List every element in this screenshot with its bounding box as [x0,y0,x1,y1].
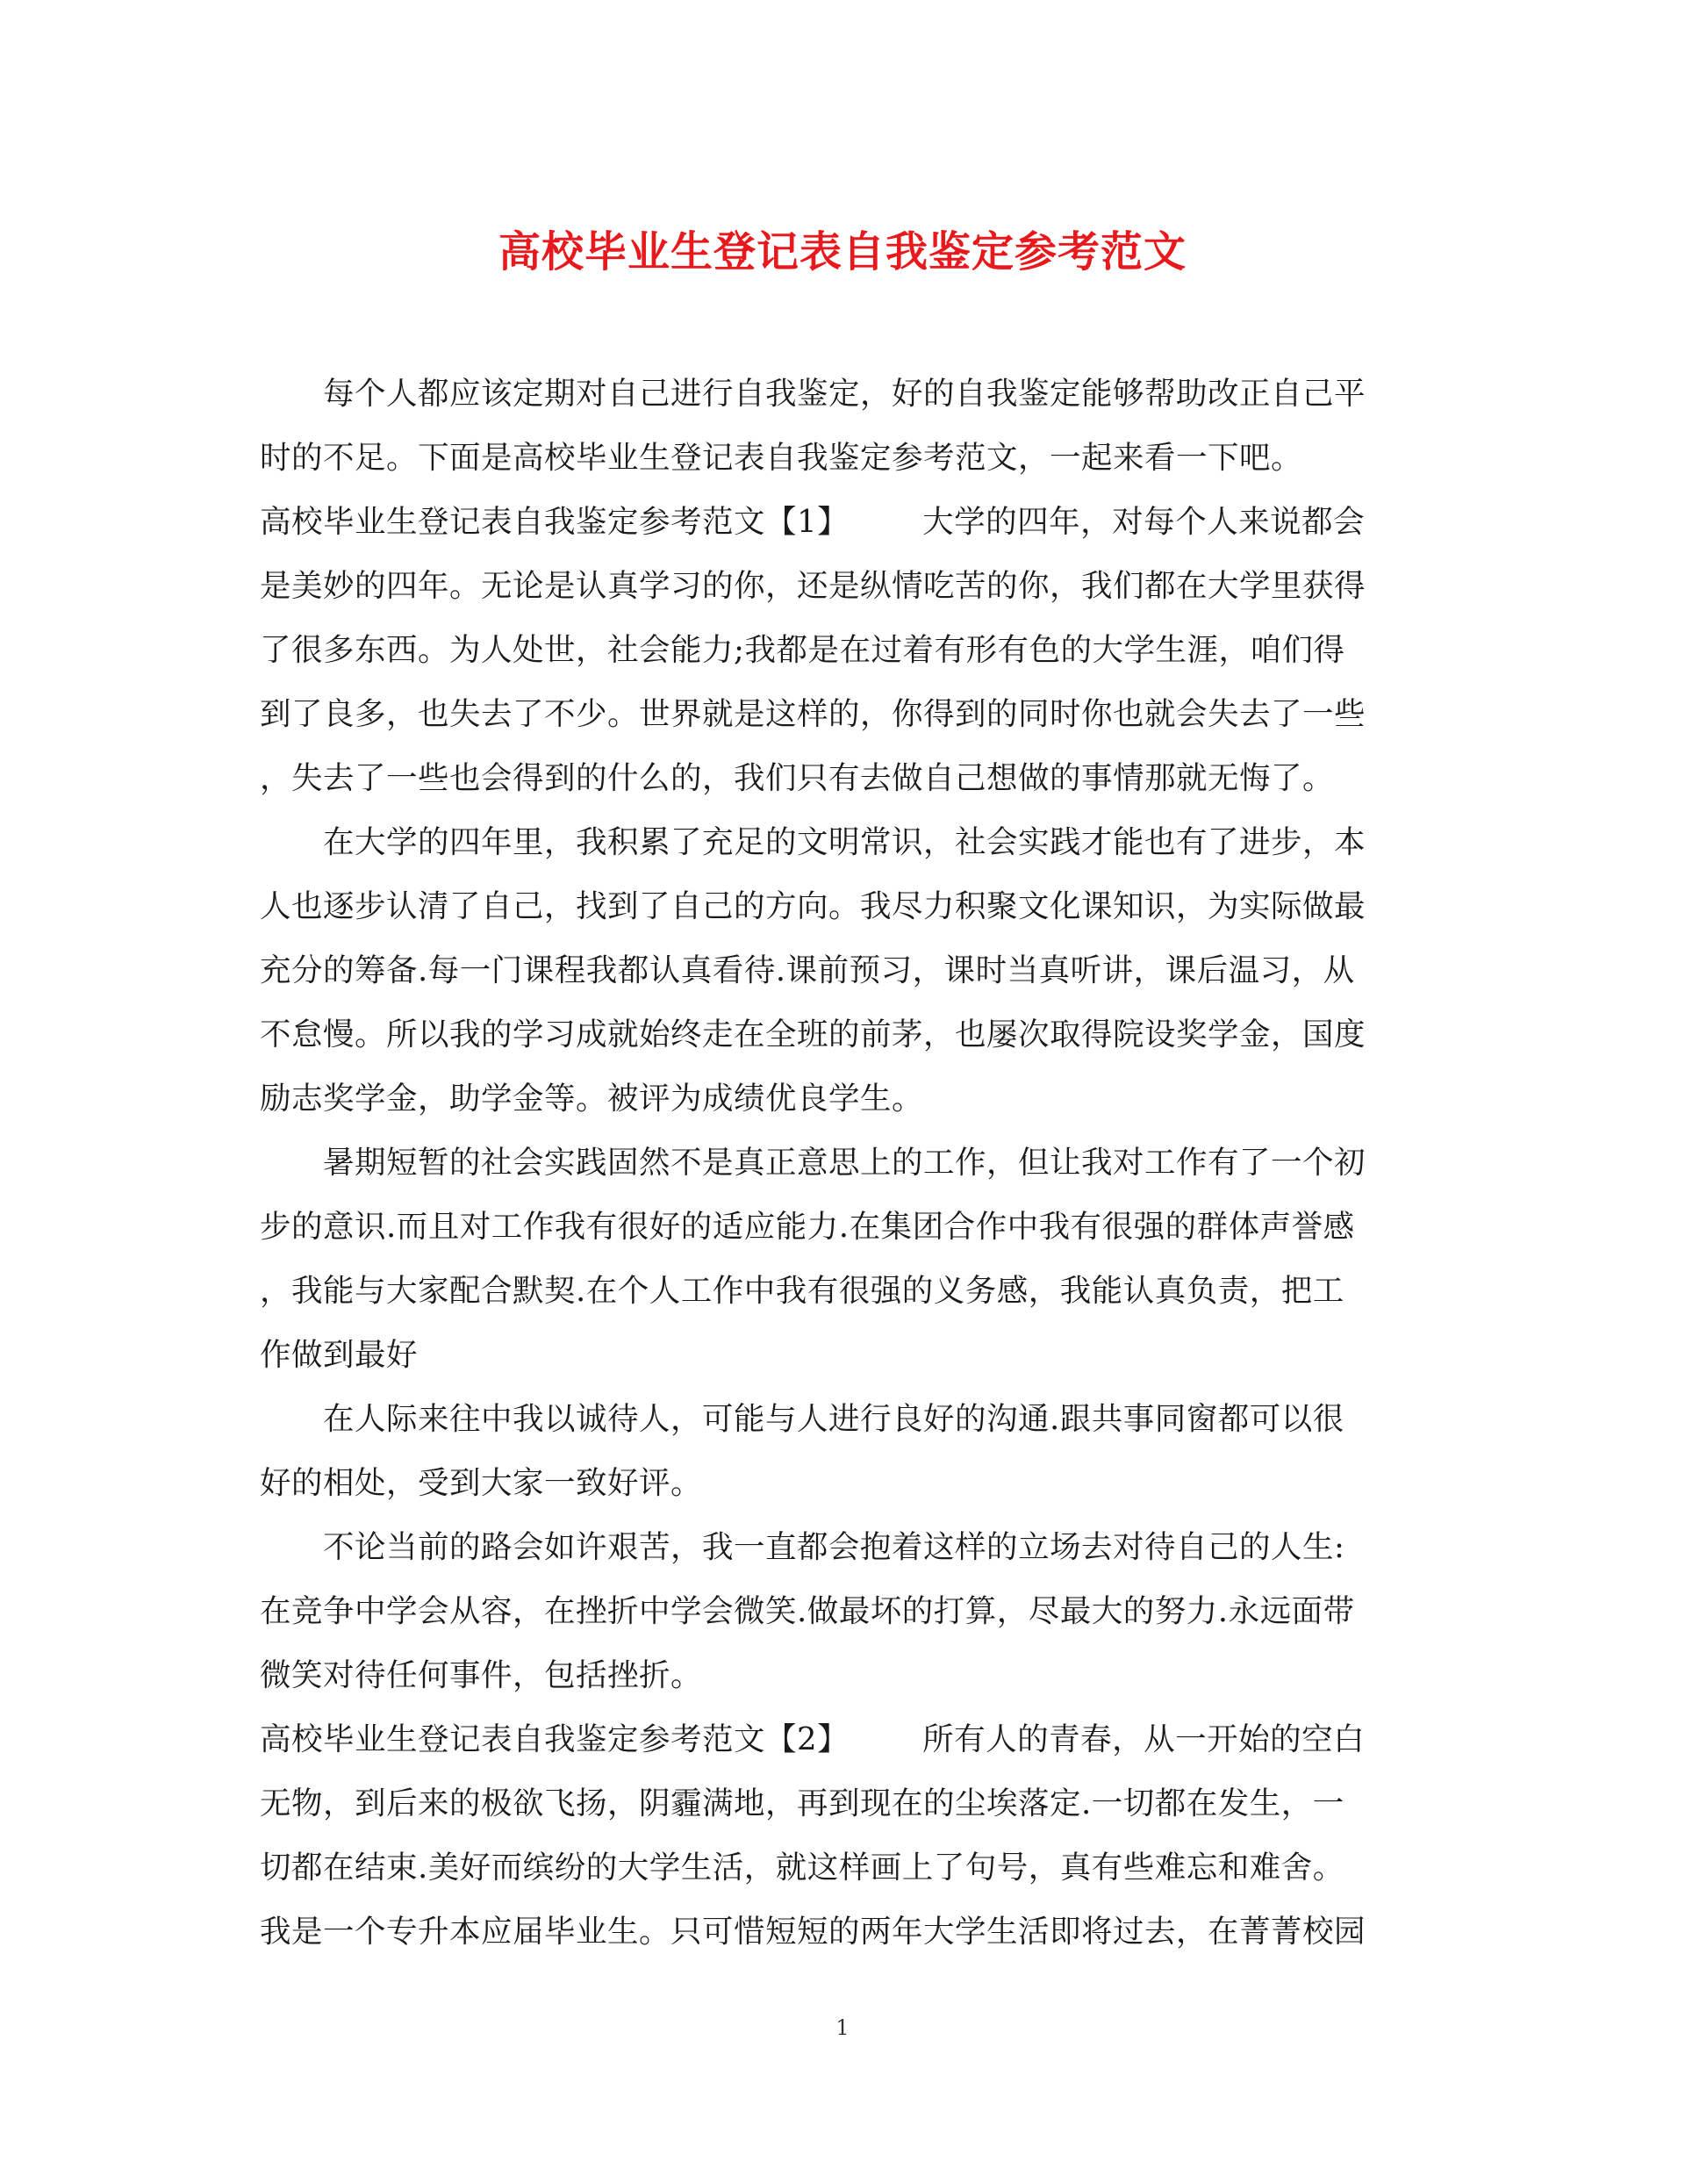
section-intro-1: 大学的四年，对每个人来说都会 [922,504,1366,540]
paragraph-line: 是美妙的四年。无论是认真学习的你，还是纵情吃苦的你，我们都在大学里获得 [260,568,1366,604]
paragraph-line: 励志奖学金，助学金等。被评为成绩优良学生。 [260,1081,924,1117]
paragraph-line: 无物，到后来的极欲飞扬，阴霾满地，再到现在的尘埃落定.一切都在发生，一 [260,1785,1344,1821]
paragraph-line: 在大学的四年里，我积累了充足的文明常识，社会实践才能也有了进步，本 [323,824,1366,860]
paragraph-line: 在竞争中学会从容，在挫折中学会微笑.做最坏的打算，尽最大的努力.永远面带 [260,1593,1355,1629]
paragraph-line: 暑期短暂的社会实践固然不是真正意思上的工作，但让我对工作有了一个初 [323,1145,1366,1181]
paragraph-line: 不论当前的路会如许艰苦，我一直都会抱着这样的立场去对待自己的人生: [323,1529,1345,1565]
paragraph-line: 不怠慢。所以我的学习成就始终走在全班的前茅，也屡次取得院设奖学金，国度 [260,1017,1366,1052]
section-heading-line-2 [260,1707,1411,1771]
paragraph-line: 我是一个专升本应届毕业生。只可惜短短的两年大学生活即将过去，在菁菁校园 [260,1914,1366,1950]
paragraph-line: 微笑对待任何事件，包括挫折。 [260,1657,703,1693]
paragraph-line: 了很多东西。为人处世，社会能力;我都是在过着有形有色的大学生涯，咱们得 [260,632,1345,668]
paragraph-line: 切都在结束.美好而缤纷的大学生活，就这样画上了句号，真有些难忘和难舍。 [260,1850,1344,1886]
document-body [260,362,1411,1964]
section-intro-2: 所有人的青春，从一开始的空白 [922,1721,1366,1757]
paragraph-line: 在人际来往中我以诚待人，可能与人进行良好的沟通.跟共事同窗都可以很 [323,1401,1344,1437]
paragraph-line: 作做到最好 [260,1337,419,1373]
paragraph-line: 每个人都应该定期对自己进行自我鉴定，好的自我鉴定能够帮助改正自己平 [323,376,1366,412]
paragraph-line: 步的意识.而且对工作我有很好的适应能力.在集团合作中我有很强的群体声誉感 [260,1209,1355,1245]
paragraph-line: ，我能与大家配合默契.在个人工作中我有很强的义务感，我能认真负责，把工 [260,1273,1344,1309]
section-heading-1: 高校毕业生登记表自我鉴定参考范文【1】 [260,504,850,540]
paragraph-line: 充分的筹备.每一门课程我都认真看待.课前预习，课时当真听讲，课后温习，从 [260,952,1355,988]
section-heading-line-1 [260,490,1411,554]
paragraph-line: 时的不足。下面是高校毕业生登记表自我鉴定参考范文，一起来看一下吧。 [260,440,1303,476]
document-title: 高校毕业生登记表自我鉴定参考范文 [498,227,1187,277]
paragraph-line: 好的相处，受到大家一致好评。 [260,1465,703,1501]
page-number: 1 [835,2015,850,2040]
section-heading-2: 高校毕业生登记表自我鉴定参考范文【2】 [260,1721,850,1757]
paragraph-line: 到了良多，也失去了不少。世界就是这样的，你得到的同时你也就会失去了一些 [260,696,1366,732]
paragraph-line: ，失去了一些也会得到的什么的，我们只有去做自己想做的事情那就无悔了。 [260,760,1335,796]
paragraph-line: 人也逐步认清了自己，找到了自己的方向。我尽力积聚文化课知识，为实际做最 [260,888,1366,924]
